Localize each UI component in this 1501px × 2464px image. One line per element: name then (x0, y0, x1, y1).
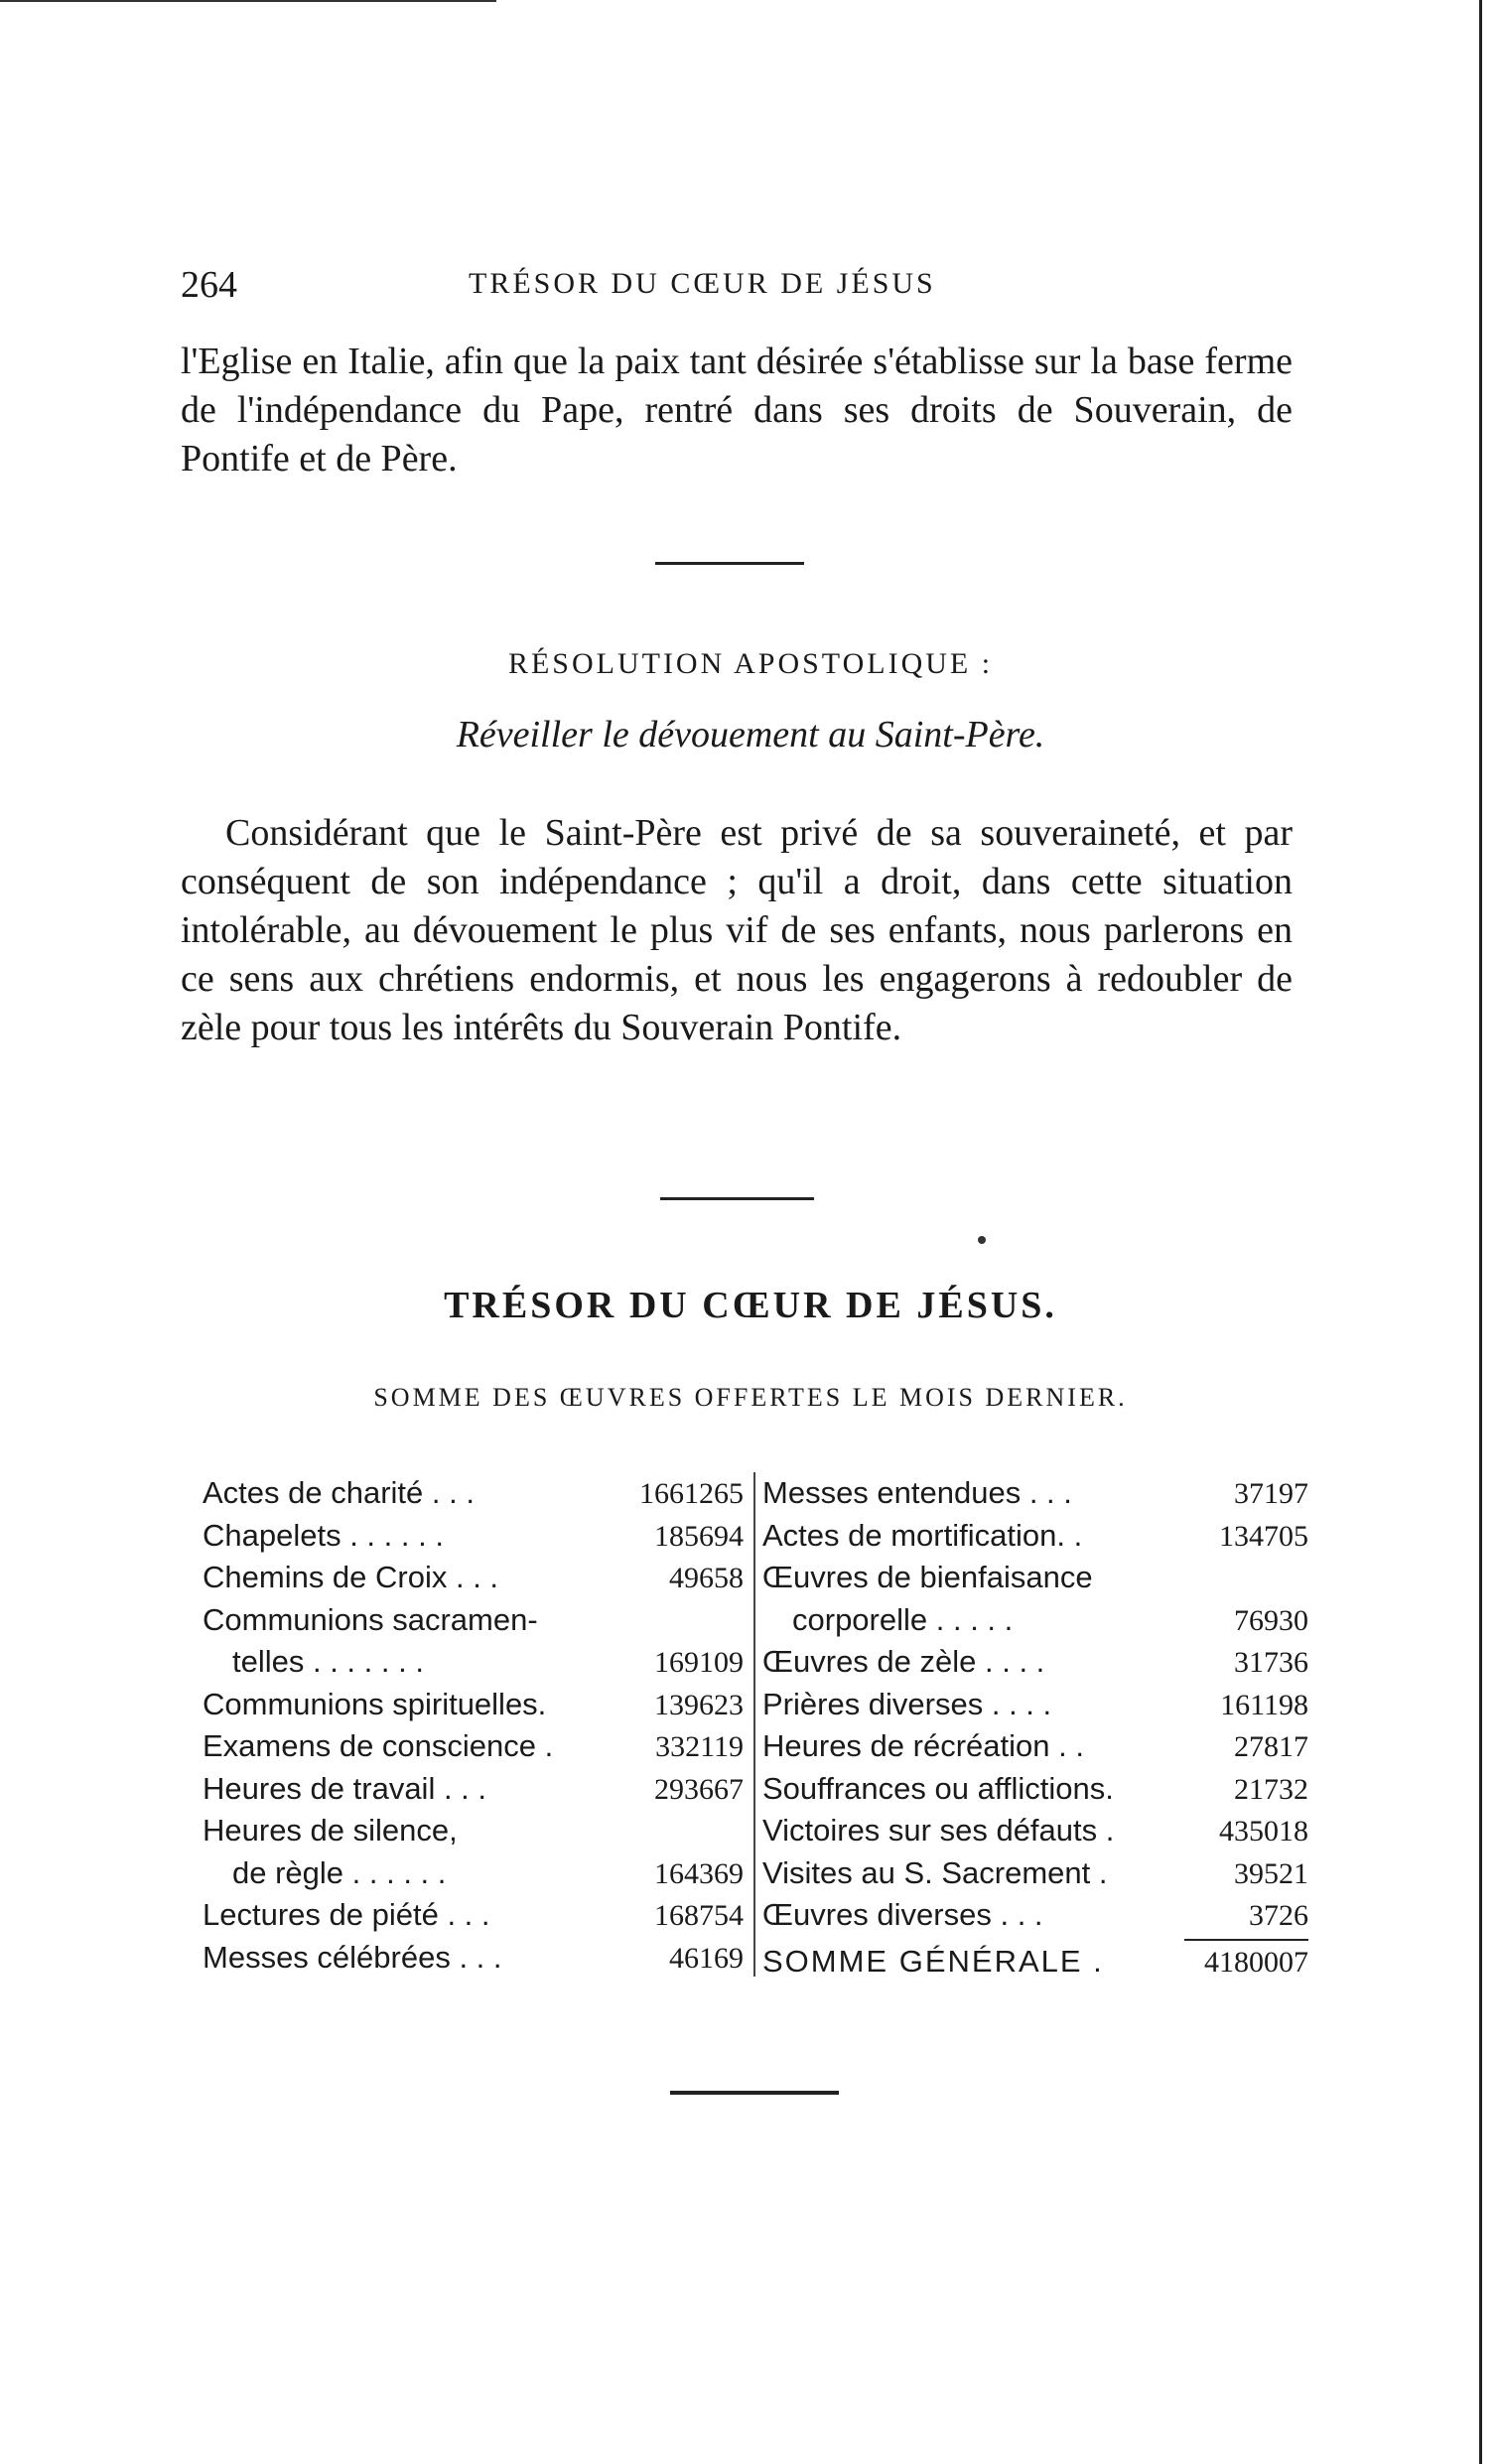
paragraph-continuation: l'Eglise en Italie, afin que la paix tant désirée s'établisse sur la base ferme de l'indépendance du Pape, rentré dans ses droits de Souverain, de Pontife et de Père. (181, 341, 1293, 479)
row-value: 169109 (654, 1646, 744, 1679)
table-row (203, 1684, 744, 1726)
row-value: 1661265 (639, 1477, 744, 1510)
row-value: 134705 (1219, 1519, 1308, 1553)
row-label: Messes entendues . . . (762, 1475, 1072, 1510)
row-label: corporelle . . . . . (792, 1601, 1014, 1637)
row-label: telles . . . . . . . (232, 1644, 424, 1679)
row-label: Heures de récréation . . (762, 1728, 1084, 1763)
row-label: Communions sacramen- (203, 1601, 538, 1637)
row-label: Chemins de Croix . . . (203, 1560, 499, 1594)
row-label: Heures de travail . . . (203, 1770, 487, 1806)
row-label: Examens de conscience . (203, 1728, 554, 1763)
page-edge-right (1479, 0, 1482, 2464)
total-value: 4180007 (1204, 1945, 1308, 1979)
row-label: Communions spirituelles. (203, 1686, 547, 1721)
page-number: 264 (181, 264, 237, 306)
row-label: Œuvres de zèle . . . . (762, 1644, 1045, 1679)
row-value: 3726 (1249, 1899, 1308, 1932)
row-label: Lectures de piété . . . (203, 1897, 490, 1932)
row-label: de règle . . . . . . (232, 1854, 447, 1890)
row-value: 27817 (1234, 1730, 1308, 1763)
table-row (203, 1852, 744, 1895)
table-row (762, 1472, 1308, 1515)
row-value: 31736 (1234, 1646, 1308, 1679)
works-table-right-column (762, 1472, 1308, 1983)
row-label: Œuvres de bienfaisance (762, 1560, 1093, 1594)
table-row (203, 1599, 744, 1642)
table-row (203, 1894, 744, 1937)
row-label: Visites au S. Sacrement . (762, 1854, 1108, 1890)
row-value: 332119 (655, 1730, 744, 1763)
tresor-title: TRÉSOR DU CŒUR DE JÉSUS. (444, 1285, 1057, 1326)
table-row (762, 1515, 1308, 1558)
table-row (762, 1557, 1308, 1599)
table-row (762, 1768, 1308, 1811)
table-row (762, 1852, 1308, 1895)
divider-rule (660, 1197, 814, 1200)
row-value: 49658 (669, 1562, 744, 1594)
page-header (181, 263, 1293, 307)
row-value: 139623 (654, 1688, 744, 1721)
row-value: 76930 (1234, 1603, 1308, 1637)
row-label: Heures de silence, (203, 1813, 458, 1848)
row-value: 161198 (1220, 1688, 1308, 1721)
page-edge-top (0, 0, 496, 2)
table-row (203, 1810, 744, 1852)
table-row (762, 1894, 1308, 1937)
total-row (762, 1941, 1308, 1984)
ink-speck (978, 1236, 986, 1244)
row-label: Victoires sur ses défauts . (762, 1813, 1115, 1848)
table-row (203, 1472, 744, 1515)
table-row (762, 1684, 1308, 1726)
row-value: 21732 (1234, 1772, 1308, 1806)
row-label: Actes de mortification. . (762, 1517, 1083, 1553)
table-row (203, 1937, 744, 1980)
row-value: 435018 (1219, 1815, 1308, 1848)
table-row (762, 1725, 1308, 1768)
table-row (762, 1641, 1308, 1684)
row-value: 168754 (654, 1899, 744, 1932)
row-label: Chapelets . . . . . . (203, 1517, 444, 1553)
divider-rule (655, 562, 804, 565)
paragraph-resolution: Considérant que le Saint-Père est privé de sa souveraineté, et par conséquent de son indépendance ; qu'il a droit, dans cette situation intolérable, au dévouement le plus vif de ses enfants, nous parlerons en ce sens aux chrétiens endormis, et nous les engagerons à redoubler de zèle pour tous les intérêts du Souverain Pontife. (181, 812, 1293, 1048)
table-row (203, 1768, 744, 1811)
works-table-left-column (203, 1472, 744, 1979)
row-value: 37197 (1234, 1477, 1308, 1510)
resolution-heading: RÉSOLUTION APOSTOLIQUE : (507, 647, 994, 680)
row-label: Souffrances ou afflictions. (762, 1770, 1114, 1806)
table-row (203, 1725, 744, 1768)
row-label: Œuvres diverses . . . (762, 1897, 1043, 1932)
column-divider (753, 1472, 755, 1977)
row-label: Actes de charité . . . (203, 1475, 475, 1510)
total-label: SOMME GÉNÉRALE . (762, 1943, 1104, 1979)
row-label: Prières diverses . . . . (762, 1686, 1052, 1721)
row-value: 46169 (669, 1941, 744, 1975)
row-label: Messes célébrées . . . (203, 1939, 502, 1975)
row-value: 293667 (654, 1772, 744, 1806)
table-row (762, 1599, 1308, 1642)
running-title: TRÉSOR DU CŒUR DE JÉSUS (469, 267, 936, 300)
table-row (203, 1557, 744, 1599)
table-row (203, 1641, 744, 1684)
table-row (762, 1810, 1308, 1852)
row-value: 185694 (654, 1519, 744, 1553)
divider-rule (670, 2091, 839, 2095)
resolution-subtitle: Réveiller le dévouement au Saint-Père. (456, 714, 1045, 755)
table-caption: SOMME DES ŒUVRES OFFERTES LE MOIS DERNIER. (373, 1383, 1128, 1412)
row-value: 164369 (654, 1856, 744, 1890)
table-row (203, 1515, 744, 1558)
row-value: 39521 (1234, 1856, 1308, 1890)
